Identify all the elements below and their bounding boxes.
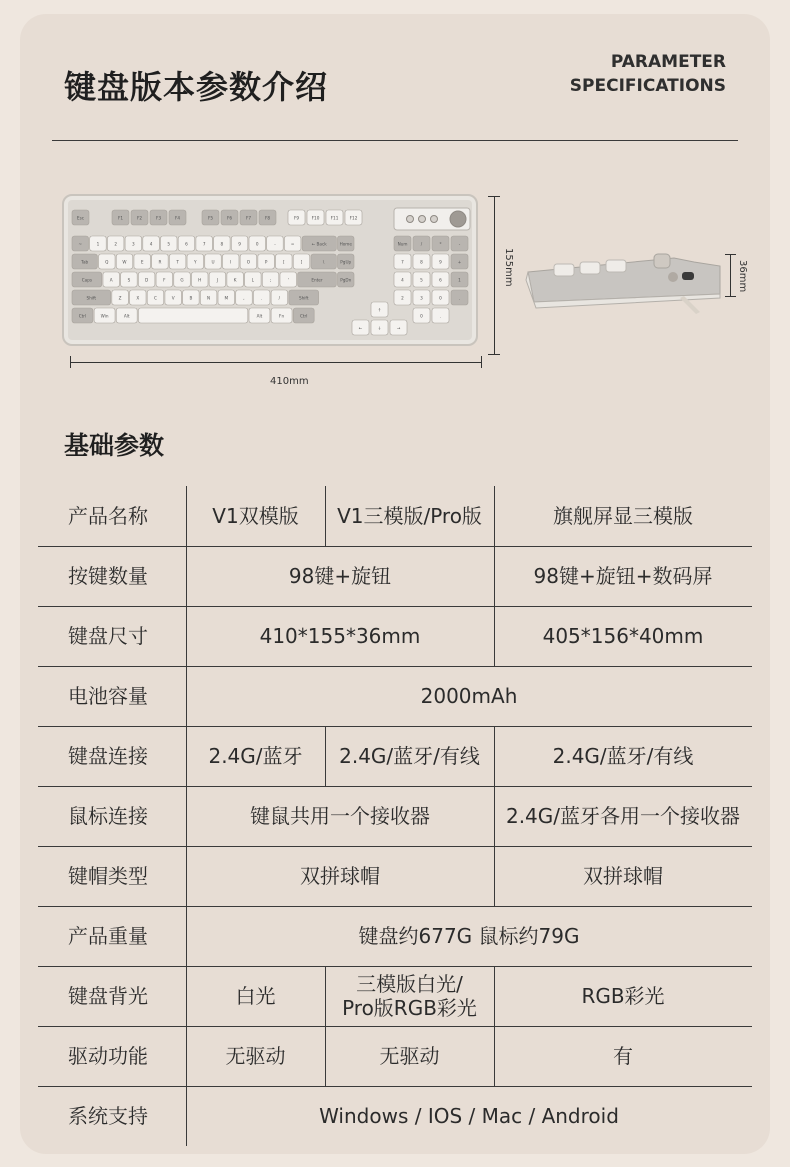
keycap-legend: Tab xyxy=(81,259,89,265)
keycap-legend: ] xyxy=(300,259,303,265)
keycap-legend: . xyxy=(261,295,263,301)
keycap-legend: - xyxy=(274,241,276,247)
keycap-legend: Y xyxy=(194,259,197,265)
keycap-legend: Alt xyxy=(123,313,130,319)
keycap-legend: 9 xyxy=(238,241,241,247)
table-row xyxy=(38,1026,752,1087)
table-cell: 98键+旋钮+数码屏 xyxy=(533,564,713,588)
width-dimension-tick-right xyxy=(481,356,482,368)
table-cell: 三模版白光/ Pro版RGB彩光 xyxy=(342,972,477,1020)
keycap-legend: 8 xyxy=(220,241,224,247)
keycap-legend: ↑ xyxy=(377,307,382,313)
table-cell: 旗舰屏显三模版 xyxy=(553,504,693,528)
keycap-legend: = xyxy=(290,241,295,247)
table-cell: 2.4G/蓝牙 xyxy=(208,744,303,768)
keycap-legend: [ xyxy=(282,259,285,265)
depth-dimension-tick-bottom xyxy=(725,296,736,297)
indicator-light xyxy=(407,216,414,223)
table-cell: V1双模版 xyxy=(212,504,299,528)
keycap-legend: U xyxy=(211,259,215,265)
keycap-legend: Shift xyxy=(86,295,97,301)
keycap-legend: N xyxy=(207,295,211,301)
keycap-legend: Alt xyxy=(256,313,263,319)
keycap-legend: A xyxy=(109,277,113,283)
keycap-legend: , xyxy=(243,295,245,301)
row-label: 键盘尺寸 xyxy=(68,624,148,648)
keycap-legend: Home xyxy=(339,241,352,247)
keycap-legend: ← Back xyxy=(311,241,327,247)
keycap-legend: 9 xyxy=(439,259,442,265)
keycap-legend: Enter xyxy=(311,277,323,283)
keycap-legend: 6 xyxy=(439,277,442,283)
column-divider xyxy=(494,606,495,666)
column-divider xyxy=(494,726,495,786)
keycap-legend: O xyxy=(246,259,251,265)
keycap-legend: ~ xyxy=(78,241,83,247)
width-dimension-label: 410mm xyxy=(270,376,309,387)
table-cell: 键盘约677G 鼠标约79G xyxy=(358,924,580,948)
keycap-legend: Shift xyxy=(298,295,309,301)
table-cell: 98键+旋钮 xyxy=(288,564,392,588)
keycap-legend: T xyxy=(176,259,179,265)
column-divider xyxy=(494,546,495,606)
keycap-legend: ; xyxy=(269,277,272,283)
table-cell: 有 xyxy=(613,1044,633,1068)
keycap-legend: Ctrl xyxy=(78,313,87,319)
keycap-legend: 7 xyxy=(401,259,404,265)
depth-dimension-tick-top xyxy=(725,254,736,255)
keycap-legend: R xyxy=(158,259,162,265)
keycap-legend: 3 xyxy=(420,295,423,301)
keyboard-keys-drawing xyxy=(64,196,480,348)
table-cell: 无驱动 xyxy=(379,1044,440,1068)
rotary-knob xyxy=(450,211,466,227)
keycap-legend: P xyxy=(264,259,268,265)
keycap-legend: S xyxy=(127,277,131,283)
indicator-light xyxy=(431,216,438,223)
column-divider xyxy=(325,966,326,1026)
keycap-legend: 3 xyxy=(132,241,135,247)
keycap-legend: F6 xyxy=(226,215,233,221)
column-divider xyxy=(494,786,495,846)
table-row xyxy=(38,546,752,607)
header-divider xyxy=(52,140,738,141)
keycap-legend: F12 xyxy=(349,215,358,221)
keycap-legend: 0 xyxy=(439,295,442,301)
row-label: 系统支持 xyxy=(68,1104,148,1128)
keycap-legend: PgUp xyxy=(340,259,352,265)
keycap-legend: Fn xyxy=(279,313,285,319)
table-row xyxy=(38,726,752,787)
keycap-legend: 5 xyxy=(167,241,171,247)
keycap-legend: 0 xyxy=(420,313,423,319)
keycap-legend: Caps xyxy=(81,277,93,283)
row-label: 键帽类型 xyxy=(68,864,148,888)
indicator-light xyxy=(419,216,426,223)
keycap-legend: F xyxy=(163,277,166,283)
english-subtitle xyxy=(570,50,726,98)
table-row xyxy=(38,666,752,727)
keycap-legend: W xyxy=(122,259,127,265)
keycap-legend: / xyxy=(420,241,423,247)
keycap-legend: 6 xyxy=(185,241,188,247)
keycap-legend: E xyxy=(140,259,144,265)
keycap-legend: Z xyxy=(118,295,122,301)
table-row xyxy=(38,1086,752,1146)
keycap-legend: 2 xyxy=(114,241,117,247)
keycap-legend: Q xyxy=(105,259,109,265)
table-cell: Windows / IOS / Mac / Android xyxy=(319,1104,619,1128)
column-divider xyxy=(494,486,495,546)
keyboard-side-view xyxy=(524,250,754,320)
table-row xyxy=(38,786,752,847)
keycap-legend: * xyxy=(439,241,442,247)
column-divider xyxy=(494,846,495,906)
height-dimension-tick-bottom xyxy=(488,354,500,355)
keycap-legend: + xyxy=(457,259,462,265)
depth-dimension-line xyxy=(730,254,731,296)
page-title: 键盘版本参数介绍 xyxy=(64,68,329,106)
keycap-legend: F3 xyxy=(155,215,162,221)
keycap-legend: B xyxy=(189,295,193,301)
keycap-legend: 1 xyxy=(458,277,461,283)
keycap-legend: F9 xyxy=(293,215,300,221)
row-label: 产品重量 xyxy=(68,924,148,948)
keycap-legend: F10 xyxy=(311,215,320,221)
keycap-legend: 7 xyxy=(202,241,206,247)
keycap-legend: / xyxy=(278,295,281,301)
keycap-legend: F4 xyxy=(174,215,181,221)
keycap-legend: X xyxy=(136,295,140,301)
row-label: 驱动功能 xyxy=(68,1044,148,1068)
keycap-legend: F5 xyxy=(207,215,214,221)
keycap-legend: C xyxy=(154,295,157,301)
table-cell: 无驱动 xyxy=(225,1044,286,1068)
table-row xyxy=(38,966,752,1027)
keycap-legend: M xyxy=(224,295,229,301)
row-label: 产品名称 xyxy=(68,504,148,528)
row-label: 电池容量 xyxy=(68,684,148,708)
keycap-legend: 5 xyxy=(420,277,423,283)
table-cell: 2.4G/蓝牙/有线 xyxy=(552,744,694,768)
table-row xyxy=(38,486,752,547)
table-cell: 双拼球帽 xyxy=(583,864,663,888)
table-cell: 双拼球帽 xyxy=(300,864,380,888)
keycap-legend: ↓ xyxy=(377,325,382,331)
table-cell: RGB彩光 xyxy=(581,984,665,1008)
column-divider xyxy=(494,966,495,1026)
keycap-legend: F2 xyxy=(136,215,143,221)
keycap-legend: F1 xyxy=(117,215,124,221)
table-cell: 405*156*40mm xyxy=(542,624,704,648)
keycap-legend: F7 xyxy=(245,215,252,221)
keycap-legend: I xyxy=(230,259,232,265)
height-dimension-label: 155mm xyxy=(503,248,514,287)
row-label: 鼠标连接 xyxy=(68,804,148,828)
table-cell: 2000mAh xyxy=(420,684,518,708)
column-divider xyxy=(325,726,326,786)
keycap-legend: → xyxy=(396,325,401,331)
keycap-legend: Num xyxy=(397,241,408,247)
keycap-legend: . xyxy=(439,313,442,319)
table-row xyxy=(38,846,752,907)
keycap-legend: 8 xyxy=(420,259,423,265)
keycap-legend: H xyxy=(198,277,202,283)
keycap-legend: ' xyxy=(287,277,289,283)
keycap-legend: 2 xyxy=(401,295,404,301)
height-dimension-tick-top xyxy=(488,196,500,197)
keycap-legend: PgDn xyxy=(340,277,352,283)
keycap-legend: 0 xyxy=(255,241,259,247)
keycap-legend: ← xyxy=(358,325,363,331)
table-cell: V1三模版/Pro版 xyxy=(337,504,482,528)
column-divider xyxy=(325,1026,326,1086)
keycap-legend: F8 xyxy=(264,215,271,221)
width-dimension-tick-left xyxy=(70,356,71,368)
keycap-legend: L xyxy=(251,277,254,283)
keycap-legend: G xyxy=(180,277,184,283)
keyboard-top-view xyxy=(62,194,478,346)
table-row xyxy=(38,606,752,667)
keycap-legend: J xyxy=(216,277,219,283)
table-cell: 白光 xyxy=(235,984,276,1008)
subtitle-line-2: SPECIFICATIONS xyxy=(569,76,726,96)
subtitle-line-1: PARAMETER xyxy=(610,52,726,72)
keycap-legend: 4 xyxy=(149,241,153,247)
width-dimension-line xyxy=(70,362,482,363)
column-divider xyxy=(325,486,326,546)
keycap-legend: - xyxy=(458,241,461,247)
section-title: 基础参数 xyxy=(64,431,165,460)
keycap-legend: 4 xyxy=(401,277,404,283)
keycap-legend: F11 xyxy=(330,215,339,221)
keycap-legend: . xyxy=(458,295,461,301)
table-cell: 键鼠共用一个接收器 xyxy=(250,804,430,828)
keycap-legend: K xyxy=(233,277,237,283)
keycap-legend: 1 xyxy=(96,241,100,247)
keycap-legend: \ xyxy=(322,259,325,265)
table-cell: 2.4G/蓝牙各用一个接收器 xyxy=(505,804,741,828)
table-row xyxy=(38,906,752,967)
keycap-legend: Win xyxy=(100,313,109,319)
row-label: 键盘背光 xyxy=(68,984,148,1008)
table-cell: 2.4G/蓝牙/有线 xyxy=(339,744,480,768)
depth-dimension-label: 36mm xyxy=(737,260,748,293)
height-dimension-line xyxy=(494,196,495,354)
keycap-legend: D xyxy=(145,277,149,283)
row-label: 键盘连接 xyxy=(68,744,148,768)
keycap-legend: V xyxy=(171,295,175,301)
column-divider xyxy=(494,1026,495,1086)
table-cell: 410*155*36mm xyxy=(259,624,421,648)
key-main xyxy=(138,308,247,323)
keycap-legend: Esc xyxy=(76,215,85,221)
keycap-legend: Ctrl xyxy=(299,313,308,319)
row-label: 按键数量 xyxy=(68,564,148,588)
